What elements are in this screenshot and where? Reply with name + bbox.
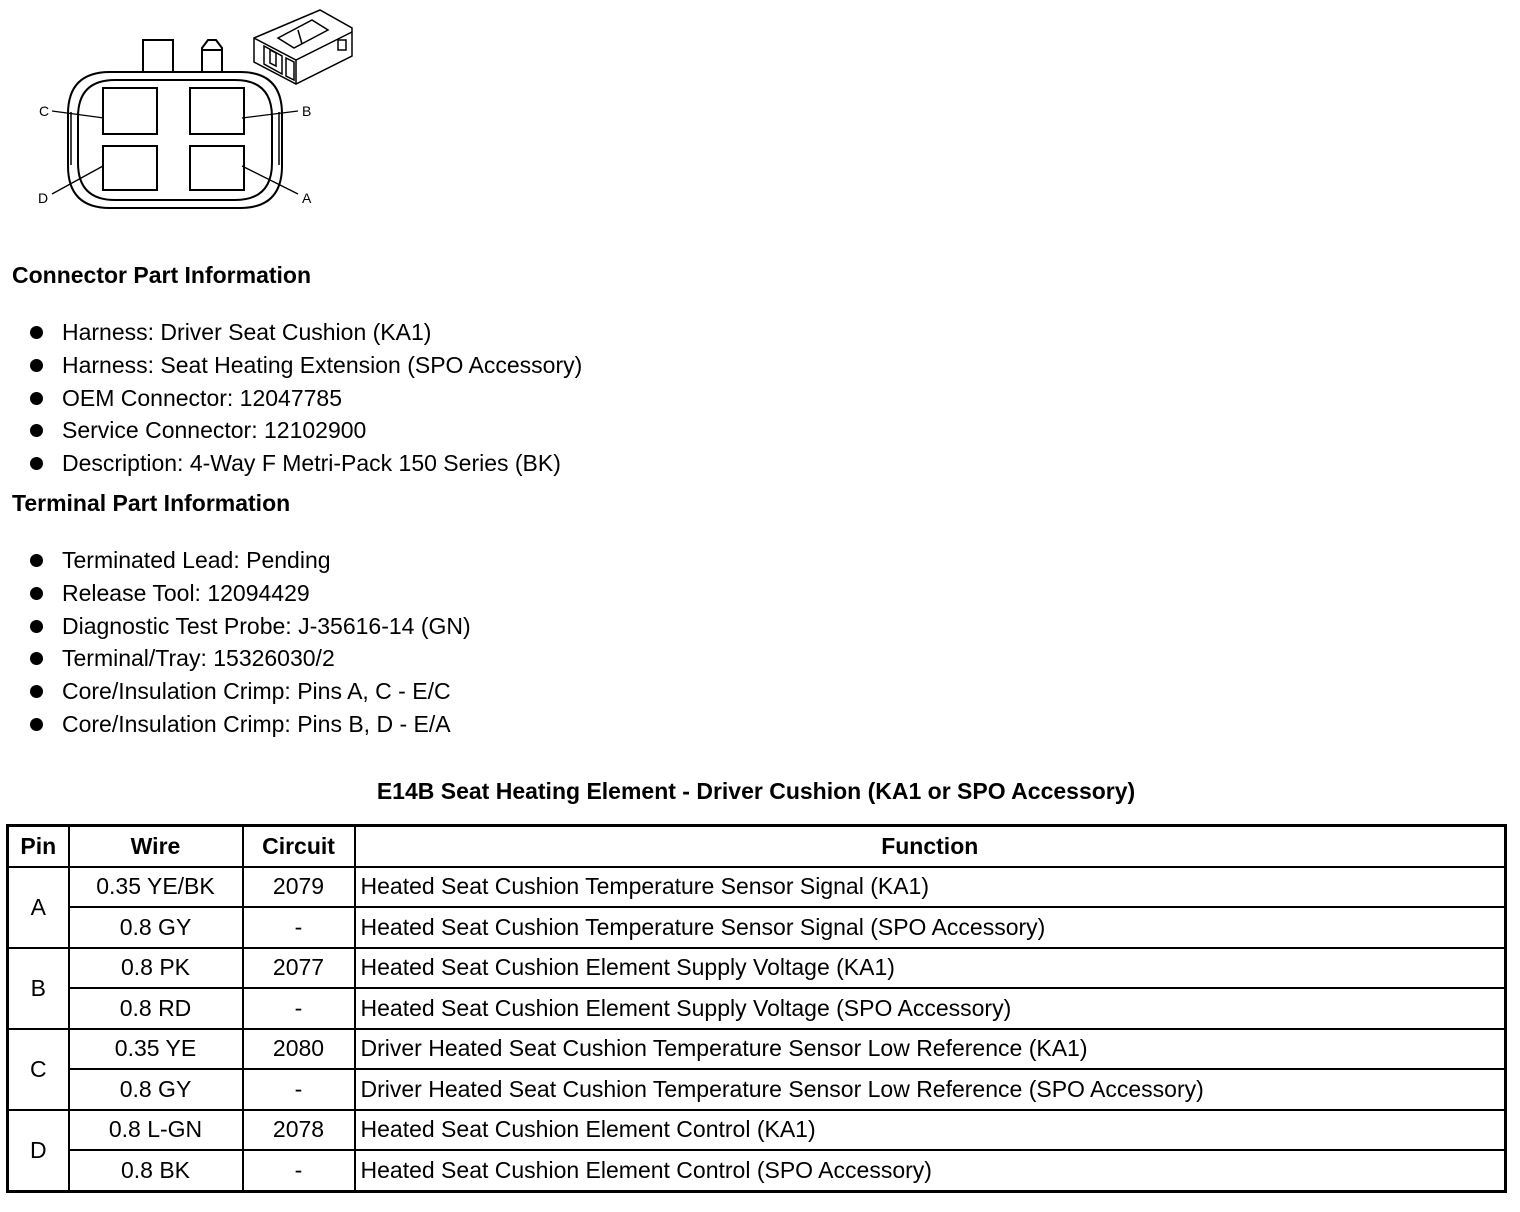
function-cell: Driver Heated Seat Cushion Temperature Sensor Low Reference (KA1) [355, 1029, 1506, 1070]
bullet-icon [30, 457, 43, 470]
list-item-text: Core/Insulation Crimp: Pins A, C - E/C [62, 678, 451, 705]
terminal-info-item [26, 577, 471, 610]
list-item-text: Terminal/Tray: 15326030/2 [62, 645, 335, 672]
circuit-cell: 2079 [243, 867, 355, 908]
connector-info-item [26, 447, 582, 480]
table-row [8, 1110, 1506, 1151]
table-row [8, 907, 1506, 948]
bullet-icon [30, 554, 43, 567]
table-row [8, 948, 1506, 989]
list-item-text: Harness: Seat Heating Extension (SPO Accessory) [62, 351, 583, 378]
circuit-cell: 2077 [243, 948, 355, 989]
list-item-text: Terminated Lead: Pending [62, 547, 331, 573]
list-item-text: Diagnostic Test Probe: J-35616-14 (GN) [62, 612, 471, 639]
header-circuit: Circuit [243, 826, 355, 867]
table-row [8, 867, 1506, 908]
terminal-info-item [26, 708, 471, 741]
list-item-text: Service Connector: 12102900 [62, 417, 367, 444]
table-row [8, 1150, 1506, 1191]
bullet-icon [30, 620, 43, 633]
wire-cell: 0.8 L-GN [69, 1110, 243, 1151]
pin-label-a: A [302, 190, 312, 206]
function-cell: Heated Seat Cushion Element Control (SPO Accessory) [355, 1150, 1506, 1191]
pin-cell: D [8, 1110, 69, 1192]
connector-part-info-heading: Connector Part Information [12, 262, 312, 288]
function-cell: Driver Heated Seat Cushion Temperature Sensor Low Reference (SPO Accessory) [355, 1069, 1506, 1110]
bullet-icon [30, 392, 43, 405]
list-item-text: Description: 4-Way F Metri-Pack 150 Series (BK) [62, 450, 561, 477]
connector-info-item [26, 349, 582, 382]
terminal-info-item [26, 610, 471, 643]
bullet-icon [30, 718, 43, 731]
list-item-text: Release Tool: 12094429 [62, 579, 310, 606]
wire-cell: 0.8 GY [69, 907, 243, 948]
cavity-b [190, 88, 244, 134]
function-cell: Heated Seat Cushion Element Control (KA1) [355, 1110, 1506, 1151]
bullet-icon [30, 685, 43, 698]
bullet-icon [30, 326, 43, 339]
table-row [8, 1029, 1506, 1070]
header-wire: Wire [69, 826, 243, 867]
table-title: E14B Seat Heating Element - Driver Cushion (KA1 or SPO Accessory) [376, 778, 1136, 804]
wire-cell: 0.8 BK [69, 1150, 243, 1191]
bullet-icon [30, 587, 43, 600]
table-row [8, 988, 1506, 1029]
pin-label-b: B [302, 103, 312, 119]
terminal-info-item [26, 675, 471, 708]
list-item-text: Harness: Driver Seat Cushion (KA1) [62, 319, 432, 345]
connector-part-info-list [26, 316, 582, 480]
table-row [8, 1069, 1506, 1110]
connector-info-item [26, 316, 582, 349]
circuit-cell: - [243, 1150, 355, 1191]
circuit-cell: - [243, 1069, 355, 1110]
pin-cell: C [8, 1029, 69, 1110]
wire-cell: 0.35 YE [69, 1029, 243, 1070]
circuit-cell: 2080 [243, 1029, 355, 1070]
list-item-text: OEM Connector: 12047785 [62, 384, 343, 411]
terminal-info-item [26, 642, 471, 675]
wire-cell: 0.35 YE/BK [69, 867, 243, 908]
header-function: Function [355, 826, 1506, 867]
bullet-icon [30, 652, 43, 665]
circuit-cell: - [243, 988, 355, 1029]
pin-label-c: C [39, 103, 50, 119]
function-cell: Heated Seat Cushion Element Supply Voltage (SPO Accessory) [355, 988, 1506, 1029]
terminal-info-item [26, 544, 471, 577]
pin-label-d: D [38, 190, 49, 206]
circuit-cell: - [243, 907, 355, 948]
header-pin: Pin [8, 826, 69, 867]
pin-cell: A [8, 867, 69, 948]
function-cell: Heated Seat Cushion Element Supply Voltage (KA1) [355, 948, 1506, 989]
bullet-icon [30, 359, 43, 372]
pin-cell: B [8, 948, 69, 1029]
bullet-icon [30, 424, 43, 437]
cavity-d [103, 146, 157, 190]
table-header-row [8, 826, 1506, 867]
connector-info-item [26, 414, 582, 447]
cavity-a [190, 146, 244, 190]
wire-cell: 0.8 PK [69, 948, 243, 989]
circuit-cell: 2078 [243, 1110, 355, 1151]
cavity-c [103, 88, 157, 134]
list-item-text: Core/Insulation Crimp: Pins B, D - E/A [62, 710, 451, 737]
pinout-table [6, 824, 1507, 1193]
terminal-part-info-heading: Terminal Part Information [12, 490, 291, 516]
connector-face-diagram [0, 0, 380, 230]
connector-thumbnail-icon [254, 10, 352, 84]
function-cell: Heated Seat Cushion Temperature Sensor Signal (SPO Accessory) [355, 907, 1506, 948]
wire-cell: 0.8 RD [69, 988, 243, 1029]
wire-cell: 0.8 GY [69, 1069, 243, 1110]
function-cell: Heated Seat Cushion Temperature Sensor Signal (KA1) [355, 867, 1506, 908]
connector-info-item [26, 382, 582, 415]
terminal-part-info-list [26, 544, 471, 741]
